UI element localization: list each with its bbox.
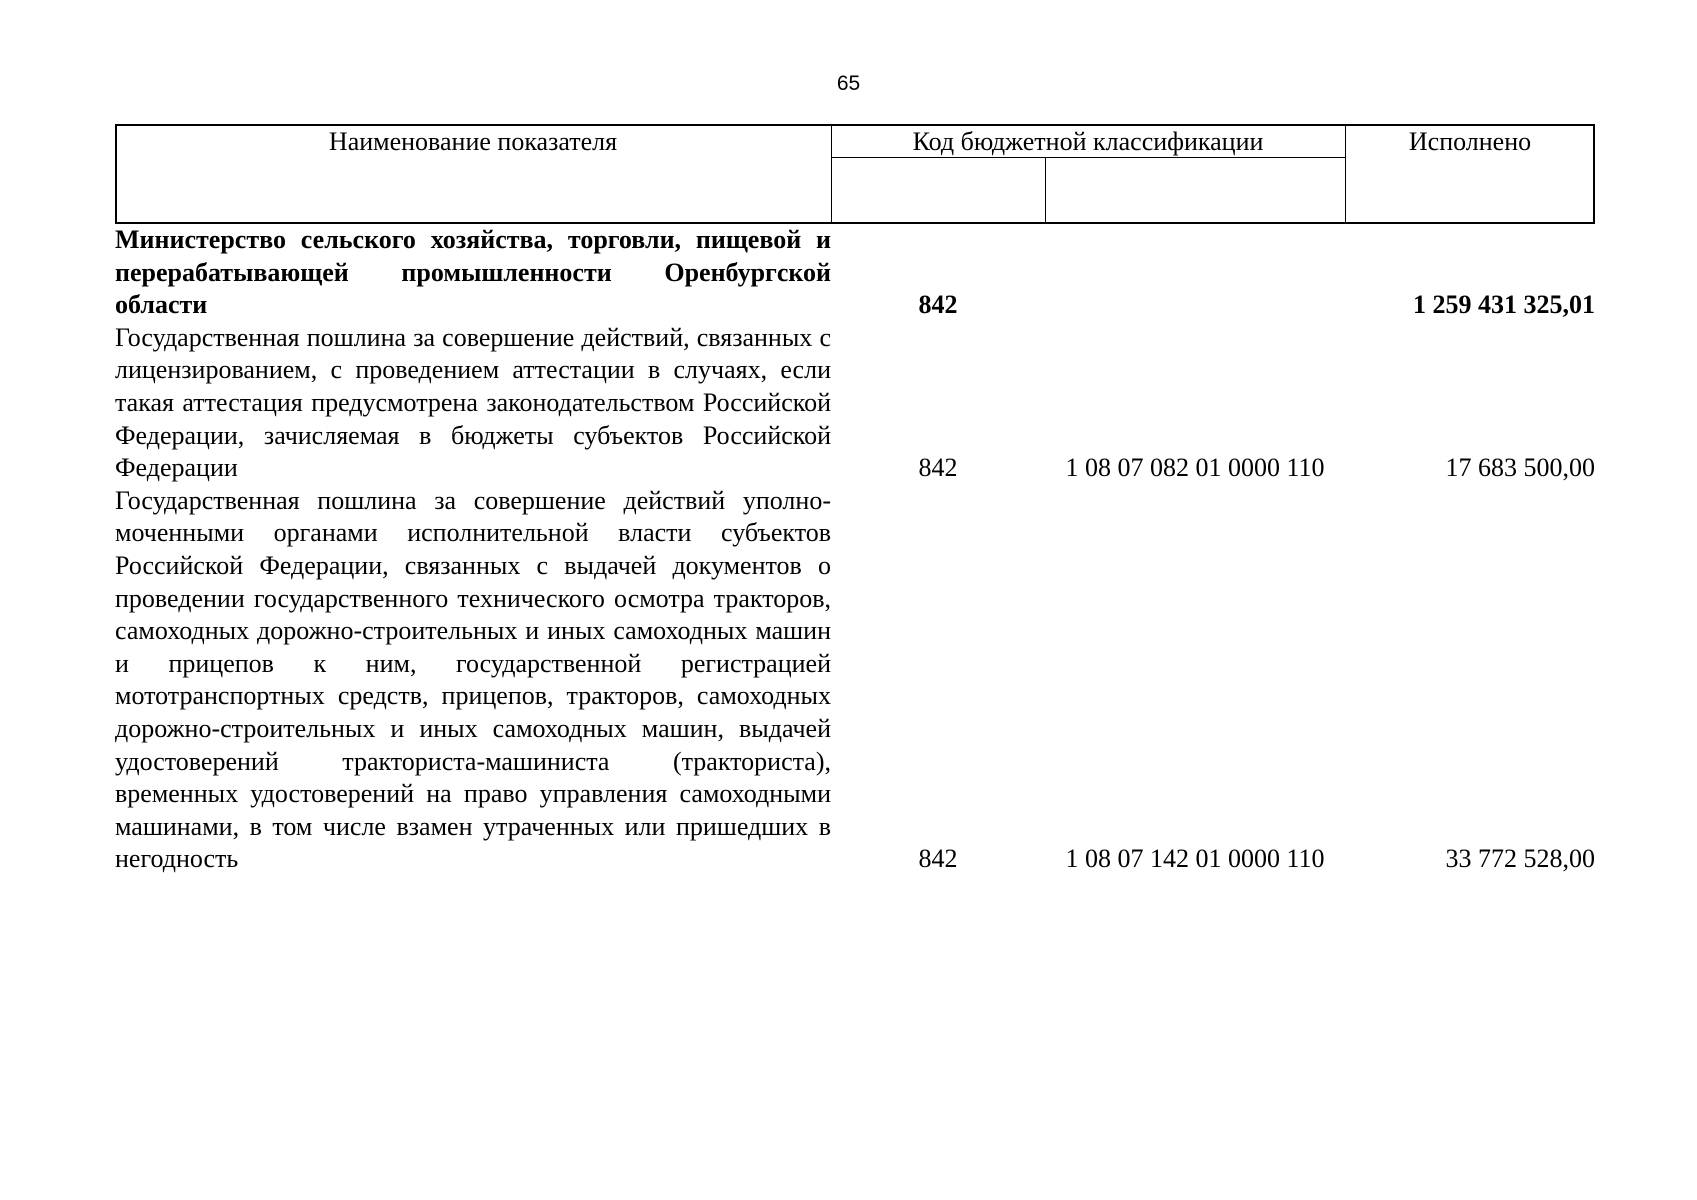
row-amount: 17 683 500,00 — [1445, 453, 1595, 483]
row-budget-code: 1 08 07 082 01 0000 110 — [1065, 453, 1325, 483]
header-border-top — [115, 124, 1595, 126]
table-body — [115, 224, 1595, 876]
header-name: Наименование показателя — [328, 127, 618, 156]
table-row — [115, 224, 1595, 322]
table-header — [115, 124, 1595, 224]
table-row — [115, 485, 1595, 876]
header-subrow-line — [831, 157, 1346, 158]
row-admin-code: 842 — [918, 453, 958, 483]
row-amount: 1 259 431 325,01 — [1413, 290, 1595, 320]
page-number: 65 — [836, 72, 861, 95]
row-budget-code: 1 08 07 142 01 0000 110 — [1065, 844, 1325, 874]
row-name: Государственная пошлина за совершение действий уполномоченными органами исполнительной власти субъектов Российской Федерации, связанных с выдачей документов о проведении государственного технического осмотра тракторов, самоходных дорожно-строительных и иных самоходных машин и прицепов к ним, государственной регистрацией мототранспортных средств, прицепов, тракторов, самоходных дорожно-строительных и иных самоходных машин, выдачей удостоверений тракториста-машиниста (тракториста), временных удостоверений на право управления самоходными машинами, в том числе взамен утраченных или пришедших в негодность — [115, 485, 831, 874]
header-code: Код бюджетной классификации — [912, 127, 1264, 156]
header-divider-code — [1045, 157, 1046, 224]
table-row — [115, 322, 1595, 485]
row-amount: 33 772 528,00 — [1445, 844, 1595, 874]
row-name: Государственная пошлина за совершение действий, связанных с лицензированием, с проведением аттестации в случаях, если такая аттестация предусмотрена законодательством Российской Федерации, зачисляемая в бюджеты субъектов Российской Федерации — [115, 322, 831, 483]
row-name: Министерство сельского хозяйства, торговли, пищевой и перерабатывающей промышленности Оренбургской области — [115, 225, 831, 320]
row-admin-code: 842 — [918, 844, 958, 874]
row-admin-code: 842 — [918, 290, 958, 320]
header-executed: Исполнено — [1408, 127, 1532, 156]
